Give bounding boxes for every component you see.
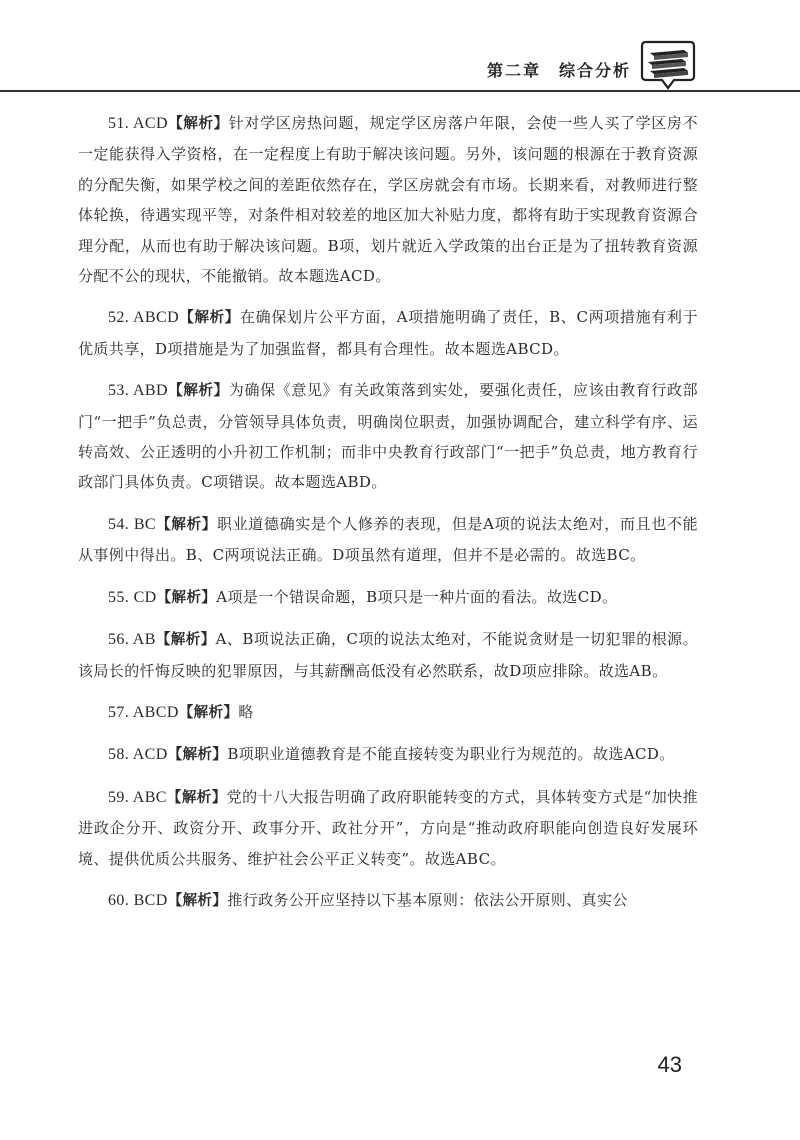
header-divider bbox=[0, 90, 800, 92]
answer-number: 53. ABD bbox=[108, 382, 168, 400]
analysis-text: 推行政务公开应坚持以下基本原则：依法公开原则、真实公 bbox=[227, 890, 628, 909]
analysis-tag: 【解析】 bbox=[166, 789, 227, 806]
analysis-text: A项是一个错误命题，B项只是一种片面的看法。故选CD。 bbox=[216, 587, 618, 606]
analysis-tag: 【解析】 bbox=[167, 383, 229, 400]
answer-entry-59 bbox=[78, 782, 698, 874]
answer-entry-57 bbox=[78, 697, 698, 728]
answer-number: 57. ABCD bbox=[108, 703, 179, 721]
chapter-title: 第二章 综合分析 bbox=[487, 61, 632, 80]
analysis-text: 针对学区房热问题，规定学区房落户年限，会使一些人买了学区房不一定能获得入学资格，在一定程度上有助于解决该问题。另外，该问题的根源在于教育资源的分配失衡，如果学校之间的差距依然存在，学区房就会有市场。长期来看，对教师进行整体轮换，待遇实现平等，对条件相对较差的地区加大补贴力度，都将有助于实现教育资源合理分配，从而也有助于解决该问题。B项，划片就近入学政策的出台正是为了扭转教育资源分配不公的现状，不能撤销。故本题选ACD。 bbox=[78, 114, 698, 286]
answer-explanations bbox=[78, 108, 698, 927]
answer-number: 59. ABC bbox=[108, 788, 167, 806]
analysis-text: A、B项说法正确，C项的说法太绝对，不能说贪财是一切犯罪的根源。该局长的忏悔反映的犯罪原因，与其薪酬高低没有必然联系，故D项应排除。故选AB。 bbox=[78, 630, 699, 680]
book-stack-icon bbox=[640, 36, 696, 92]
analysis-tag: 【解析】 bbox=[167, 747, 228, 764]
analysis-tag: 【解析】 bbox=[167, 892, 228, 909]
answer-entry-60 bbox=[78, 885, 698, 916]
analysis-text: 党的十八大报告明确了政府职能转变的方式，具体转变方式是“加快推进政企分开、政资分开、政事分开、政社分开”，方向是“推动政府职能向创造良好发展环境、提供优质公共服务、维护社会公平正义转变”。故选ABC。 bbox=[78, 787, 698, 868]
analysis-text: B项职业道德教育是不能直接转变为职业行为规范的。故选ACD。 bbox=[227, 745, 675, 764]
answer-number: 60. BCD bbox=[108, 891, 168, 909]
analysis-tag: 【解析】 bbox=[156, 516, 217, 533]
analysis-tag: 【解析】 bbox=[179, 310, 240, 327]
answer-entry-52 bbox=[78, 302, 698, 364]
page-header bbox=[0, 0, 800, 96]
analysis-text: 略 bbox=[238, 702, 254, 721]
analysis-tag: 【解析】 bbox=[155, 632, 216, 649]
answer-entry-56 bbox=[78, 624, 698, 686]
answer-number: 52. ABCD bbox=[108, 309, 180, 327]
answer-entry-53 bbox=[78, 375, 698, 498]
answer-number: 56. AB bbox=[108, 631, 156, 649]
analysis-text: 在确保划片公平方面，A项措施明确了责任，B、C两项措施有利于优质共享，D项措施是为了加强监督，都具有合理性。故本题选ABCD。 bbox=[78, 308, 698, 358]
analysis-tag: 【解析】 bbox=[167, 116, 229, 132]
answer-entry-58 bbox=[78, 739, 698, 770]
answer-entry-55 bbox=[78, 582, 698, 613]
answer-number: 54. BC bbox=[108, 515, 157, 533]
analysis-text: 职业道德确实是个人修养的表现，但是A项的说法太绝对，而且也不能从事例中得出。B、C两项说法正确。D项虽然有道理，但并不是必需的。故选BC。 bbox=[78, 514, 698, 565]
answer-number: 55. CD bbox=[108, 588, 157, 606]
answer-number: 51. ACD bbox=[108, 115, 168, 132]
analysis-tag: 【解析】 bbox=[178, 704, 239, 721]
analysis-text: 为确保《意见》有关政策落到实处，要强化责任，应该由教育行政部门“一把手”负总责，分管领导具体负责，明确岗位职责，加强协调配合，建立科学有序、运转高效、公正透明的小升初工作机制；而非中央教育行政部门“一把手”负总责，地方教育行政部门具体负责。C项错误。故本题选ABD。 bbox=[78, 381, 698, 492]
answer-entry-51 bbox=[78, 108, 698, 291]
analysis-tag: 【解析】 bbox=[156, 589, 217, 606]
answer-number: 58. ACD bbox=[108, 746, 168, 764]
answer-entry-54 bbox=[78, 509, 698, 571]
page-number: 43 bbox=[657, 1052, 682, 1077]
